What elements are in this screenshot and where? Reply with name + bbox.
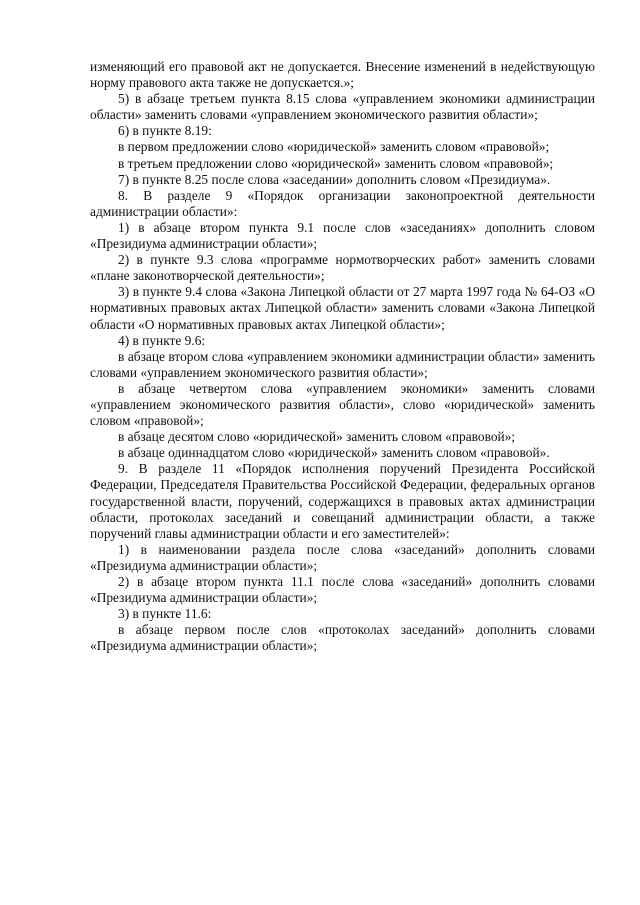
paragraph: в третьем предложении слово «юридической» заменить словом «правовой»;: [118, 155, 554, 171]
paragraph: в абзаце четвертом слова «управлением экономики» заменить словами «управлением экономического развития области», слово «юридической» заменить словом «правовой»;: [90, 380, 595, 429]
paragraph: 3) в пункте 11.6:: [118, 606, 212, 622]
paragraph: 7) в пункте 8.25 после слова «заседании» дополнить словом «Президиума».: [118, 171, 551, 187]
paragraph: в абзаце одиннадцатом слово «юридической» заменить словом «правовой».: [118, 445, 550, 461]
paragraph: в первом предложении слово «юридической» заменить словом «правовой»;: [118, 139, 550, 155]
paragraph: 1) в абзаце втором пункта 9.1 после слов «заседаниях» дополнить словом «Президиума администрации области»;: [90, 219, 595, 252]
paragraph: 6) в пункте 8.19:: [118, 123, 212, 139]
paragraph: в абзаце первом после слов «протоколах заседаний» дополнить словами «Президиума администрации области»;: [90, 622, 595, 654]
paragraph: в абзаце десятом слово «юридической» заменить словом «правовой»;: [118, 429, 516, 445]
paragraph: 5) в абзаце третьем пункта 8.15 слова «управлением экономики администрации области» заменить словами «управлением экономического развития области»;: [90, 91, 595, 123]
paragraph: в абзаце втором слова «управлением экономики администрации области» заменить словами «управлением экономического развития области»;: [90, 348, 595, 380]
paragraph: 1) в наименовании раздела после слова «заседаний» дополнить словами «Президиума администрации области»;: [90, 541, 595, 573]
paragraph: изменяющий его правовой акт не допускается. Внесение изменений в недействующую норму правового акта также не допускается.»;: [90, 59, 595, 91]
paragraph: 9. В разделе 11 «Порядок исполнения поручений Президента Российской Федерации, Председателя Правительства Российской Федерации, федеральных органов государственной власти, поручений, содержащихся в правовых актах администрации области, протоколах заседаний и совещаний администрации области, а также поручений главы администрации области и его заместителей»:: [90, 461, 595, 541]
paragraph: 8. В разделе 9 «Порядок организации законопроектной деятельности администрации области»:: [90, 187, 595, 219]
paragraph: 3) в пункте 9.4 слова «Закона Липецкой области от 27 марта 1997 года № 64-ОЗ «О нормативных правовых актах Липецкой области» заменить словами «Закона Липецкой области «О нормативных правовых актах Липецкой области»;: [90, 284, 595, 332]
paragraph: 2) в абзаце втором пункта 11.1 после слова «заседаний» дополнить словами «Президиума администрации области»;: [90, 574, 595, 606]
paragraph: 4) в пункте 9.6:: [118, 332, 206, 348]
document-body: [90, 59, 595, 654]
paragraph: 2) в пункте 9.3 слова «программе нормотворческих работ» заменить словами «плане законотворческой деятельности»;: [90, 252, 595, 284]
